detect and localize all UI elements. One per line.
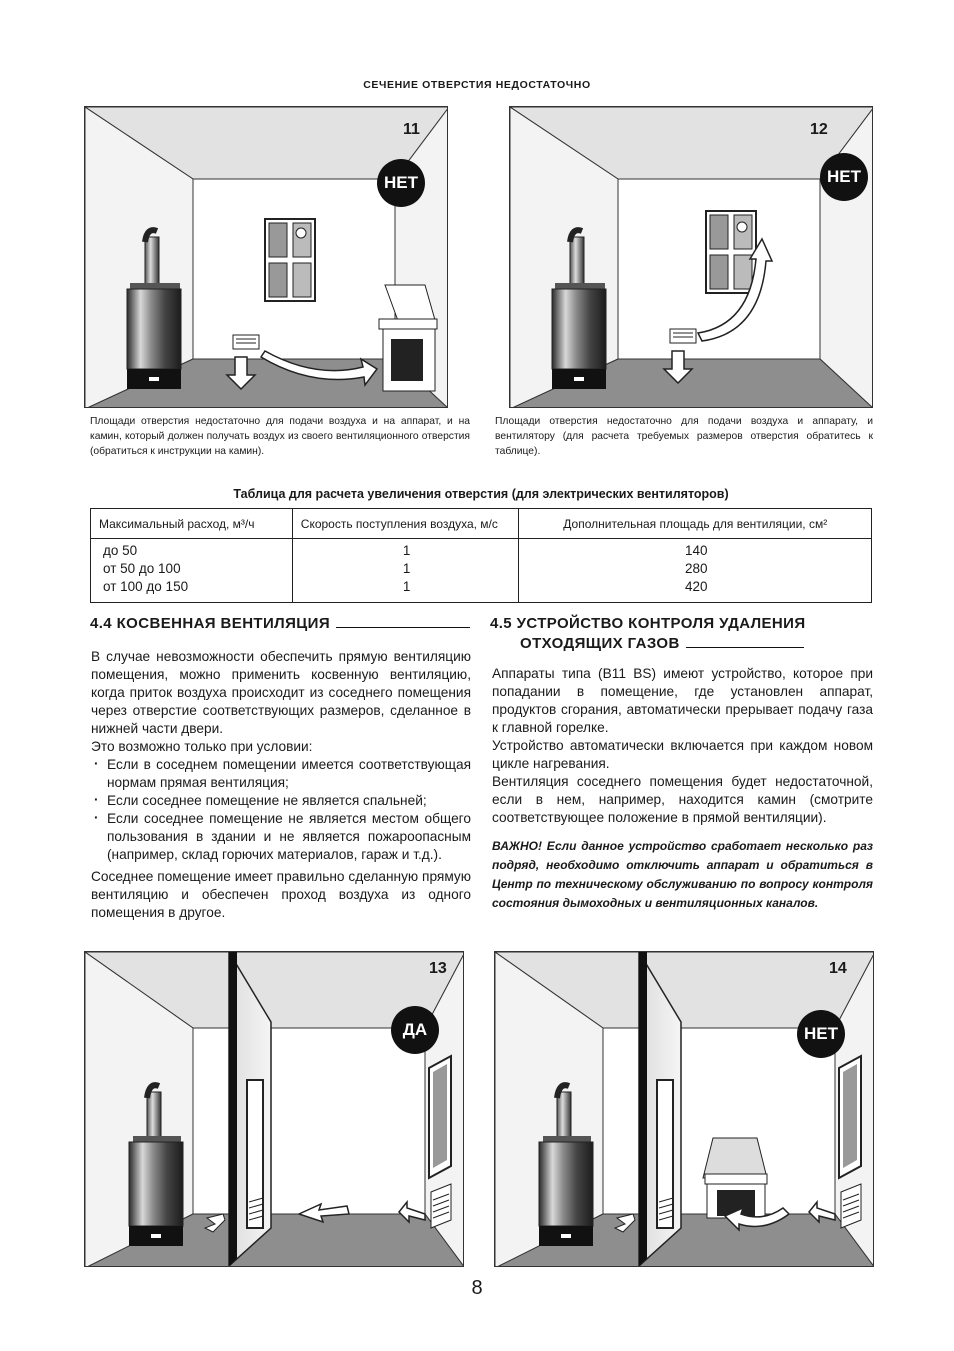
vent-grille-icon [670, 329, 696, 343]
figure-14 [494, 951, 874, 1267]
table-cell: 140 [684, 543, 708, 558]
window-icon [839, 1056, 861, 1178]
table-cell: 1 [402, 543, 411, 558]
figure-13 [84, 951, 464, 1267]
paragraph: Вентиляция соседнего помещения будет недостаточной, если в нем, например, находится камин (смотрите соответствующее положение в прямой вентиляции). [492, 774, 873, 825]
vent-grille-icon [841, 1184, 861, 1228]
title-rule [686, 647, 804, 648]
list-item: · Если соседнее помещение не является местом общего пользования в здании и не является пожароопасным (например, склад горючих материалов, гараж и т.д.). [91, 810, 471, 864]
paragraph: Устройство автоматически включается при каждом новом цикле нагревания. [492, 738, 873, 771]
paragraph: Соседнее помещение имеет правильно сделанную прямую вентиляцию и обеспечен проход воздуха из одного помещения в другое. [91, 869, 471, 920]
table-cell: 420 [684, 579, 708, 594]
figure-number: 12 [810, 121, 828, 138]
fireplace-icon [703, 1138, 767, 1218]
table-cell: от 100 до 150 [103, 579, 189, 594]
ventilation-table [90, 508, 872, 603]
paragraph: В случае невозможности обеспечить прямую вентиляцию помещения, можно применить косвенную вентиляцию, когда приток воздуха происходит из соседнего помещения через отверстие соответствующих размеров, сделанное в нижней части двери. [91, 649, 471, 736]
no-badge: НЕТ [797, 1010, 845, 1058]
section-4-5-title [490, 614, 874, 654]
table-cell: 280 [684, 561, 708, 576]
figure-11 [84, 106, 448, 408]
section-4-5-body [492, 665, 873, 913]
conditions-list [91, 756, 471, 864]
table-row [91, 539, 872, 603]
table-header: Скорость поступления воздуха, м/с [292, 509, 519, 539]
section-title-text: 4.4 КОСВЕННАЯ ВЕНТИЛЯЦИЯ [90, 615, 330, 632]
section-title-text: 4.5 УСТРОЙСТВО КОНТРОЛЯ УДАЛЕНИЯ [490, 615, 806, 632]
window-icon [265, 219, 315, 301]
table-cell: 1 [402, 561, 411, 576]
vent-grille-icon [431, 1184, 451, 1228]
figure-12 [509, 106, 873, 408]
list-item: · Если в соседнем помещении имеется соответствующая нормам прямая вентиляция; [91, 756, 471, 792]
page-heading: СЕЧЕНИЕ ОТВЕРСТИЯ НЕДОСТАТОЧНО [363, 79, 591, 91]
figure-number: 11 [403, 121, 420, 138]
table-cell: 1 [402, 579, 411, 594]
window-icon [429, 1056, 451, 1178]
table-title: Таблица для расчета увеличения отверстия (для электрических вентиляторов) [233, 487, 729, 501]
no-badge: НЕТ [820, 153, 868, 201]
vent-grille-icon [233, 335, 259, 349]
figure-number: 13 [429, 960, 447, 977]
important-note: ВАЖНО! Если данное устройство сработает несколько раз подряд, необходимо отключить аппарат и обратиться в Центр по техническому обслуживанию по вопросу контроля состояния дымоходных и вентиляционных каналов. [492, 839, 873, 910]
window-icon [706, 211, 756, 293]
section-title-text: ОТХОДЯЩИХ ГАЗОВ [520, 635, 680, 652]
table-cell: до 50 [103, 543, 138, 558]
list-item: · Если соседнее помещение не является спальней; [91, 792, 471, 810]
title-rule [336, 627, 470, 628]
figure-number: 14 [829, 960, 847, 977]
paragraph: Это возможно только при условии: [91, 739, 313, 754]
table-cell: от 50 до 100 [103, 561, 181, 576]
table-header: Дополнительная площадь для вентиляции, см² [519, 509, 872, 539]
paragraph: Аппараты типа (B11 BS) имеют устройство, которое при попадании в помещение, где установлен аппарат, продуктов сгорания, автоматически прерывает подачу газа к главной горелке. [492, 666, 873, 735]
figure-12-caption: Площади отверстия недостаточно для подачи воздуха и аппарату, и вентилятору (для расчета требуемых размеров отверстия обратитесь к таблице). [495, 416, 873, 457]
yes-badge: ДА [391, 1006, 439, 1054]
page-number: 8 [471, 1277, 483, 1299]
section-4-4-title [90, 614, 470, 634]
section-4-4-body [91, 648, 471, 922]
figure-11-caption: Площади отверстия недостаточно для подачи воздуха и на аппарат, и на камин, который должен получать воздух из своего вентиляционного отверстия (обратиться к инструкции на камин). [90, 416, 470, 457]
no-badge: НЕТ [377, 159, 425, 207]
table-header: Максимальный расход, м³/ч [91, 509, 293, 539]
